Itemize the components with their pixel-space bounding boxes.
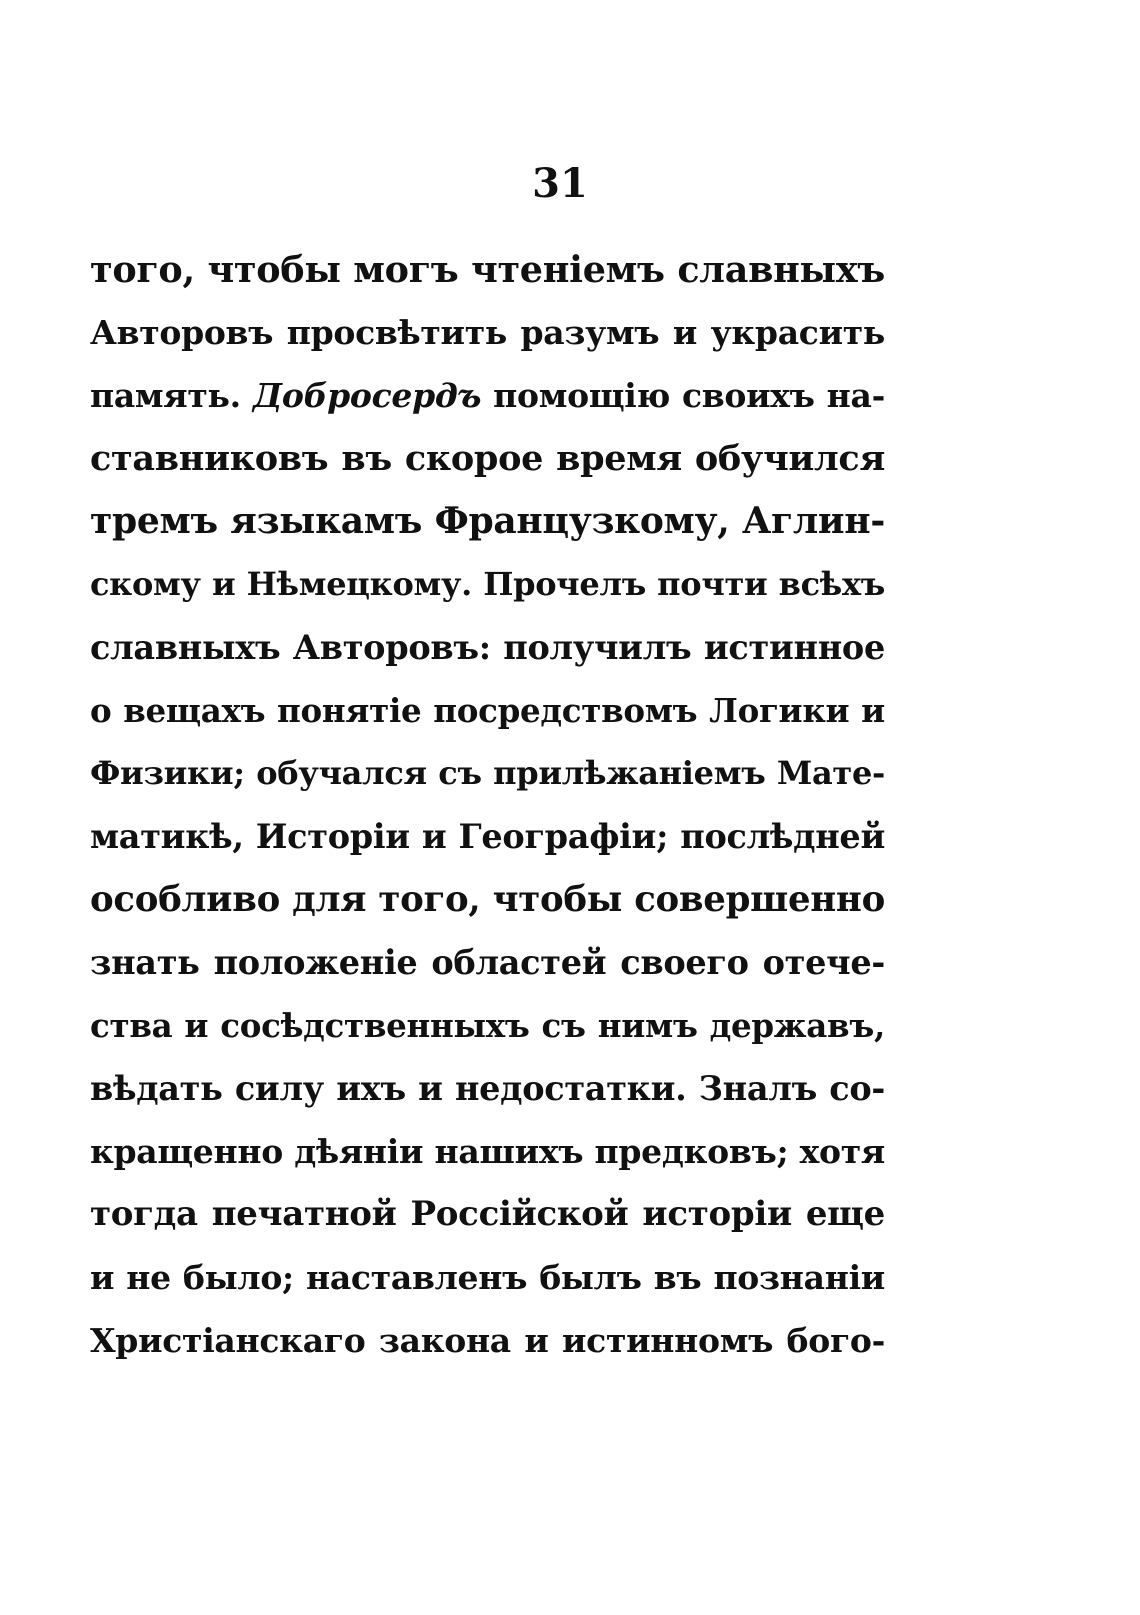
text-line: особливо для того, чтобы совершенно bbox=[90, 879, 885, 920]
text-line: вѣдать силу ихъ и недостатки. Зналъ со- bbox=[90, 1069, 885, 1108]
text-line: Христіанскаго закона и истинномъ бого- bbox=[90, 1321, 885, 1360]
italic-name: Добросердъ bbox=[252, 376, 482, 415]
text-line: Авторовъ просвѣтить разумъ и украсить bbox=[90, 313, 885, 352]
text-line: скому и Нѣмецкому. Прочелъ почти всѣхъ bbox=[90, 565, 885, 603]
text-line: кращенно дѣяніи нашихъ предковъ; хотя bbox=[90, 1132, 885, 1171]
text-line: ства и сосѣдственныхъ съ нимъ державъ, bbox=[90, 1006, 885, 1045]
text-line: матикѣ, Исторіи и Географіи; послѣдней bbox=[90, 817, 885, 856]
text-line bbox=[90, 364, 885, 427]
text-line: Физики; обучался съ прилѣжаніемъ Мате- bbox=[90, 754, 885, 792]
text-line: славныхъ Авторовъ: получилъ истинное bbox=[90, 628, 885, 667]
page-number: 31 bbox=[532, 160, 588, 207]
text-line: того, чтобы могъ чтеніемъ славныхъ bbox=[90, 248, 885, 291]
text-segment: память. bbox=[90, 376, 253, 415]
text-line: о вещахъ понятіе посредствомъ Логики и bbox=[90, 691, 885, 730]
text-line: знать положеніе областей своего отече- bbox=[90, 943, 885, 982]
text-line: тремъ языкамъ Французкому, Аглин- bbox=[90, 500, 885, 542]
text-segment: помощію своихъ на- bbox=[481, 376, 885, 415]
text-line: тогда печатной Россійской исторіи еще bbox=[90, 1194, 885, 1234]
body-text bbox=[90, 238, 885, 1372]
text-line: и не было; наставленъ былъ въ познаніи bbox=[90, 1258, 885, 1297]
text-line: ставниковъ въ скорое время обучился bbox=[90, 438, 885, 479]
